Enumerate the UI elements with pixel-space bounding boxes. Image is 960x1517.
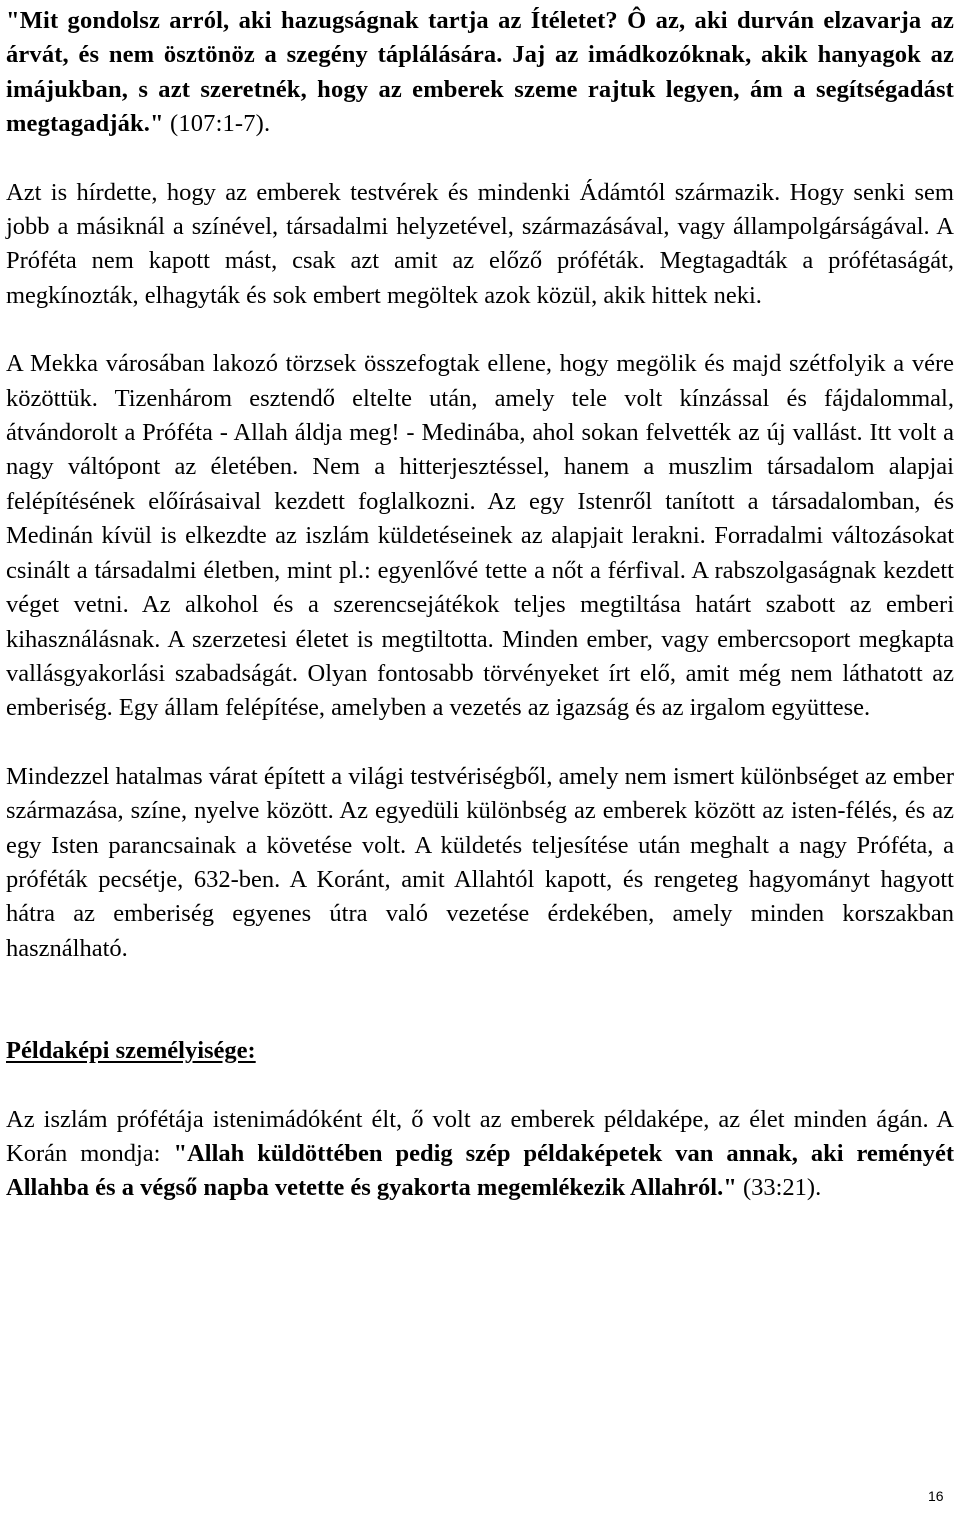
role-model-reference: (33:21). — [736, 1174, 822, 1202]
section-heading: Példaképi személyisége: — [6, 1037, 256, 1065]
quote-paragraph — [6, 4, 954, 142]
paragraph-medina: A Mekka városában lakozó törzsek összefogtak ellene, hogy megölik és majd szétfolyik a vére közöttük. Tizenhárom esztendő eltelte után, amely tele volt kínzással és fájdalommal, átvándorolt a Próféta - Allah áldja meg! - Medinába, ahol sokan felvették az új vallást. Itt volt a nagy váltópont az életében. Nem a hitterjesztéssel, hanem a muszlim társadalom alapjai felépítésének előírásaival kezdett foglalkozni. Az egy Istenről tanított a társadalomban, és Medinán kívül is elkezdte az iszlám küldetéseinek az alapjait lerakni. Forradalmi változásokat csinált a társadalmi életben, mint pl.: egyenlővé tette a nőt a férfival. A rabszolgaságnak kezdett véget vetni. Az alkohol és a szerencsejátékok teljes megtiltása határt szabott az emberi kihasználásnak. A szerzetesi életet is megtiltotta. Minden ember, vagy embercsoport megkapta vallásgyakorlási szabadságát. Olyan fontosabb törvényeket írt elő, amit még nem láthatott az emberiség. Egy állam felépítése, amelyben a vezetés az igazság és az irgalom együttese. — [6, 350, 954, 722]
role-model-quote-bold: "Allah küldöttében pedig szép példaképetek van annak, aki reményét Allahba és a végső napba vetette és gyakorta megemlékezik Allahról." — [6, 1139, 954, 1202]
role-model-intro: Az iszlám prófétája istenimádóként élt, ő volt az emberek példaképe, az élet minden ágán. A Korán mondja: — [6, 1105, 954, 1167]
paragraph-legacy: Mindezzel hatalmas várat épített a világi testvériségből, amely nem ismert különbséget az ember származása, színe, nyelve között. Az egyedüli különbség az emberek között az isten-félés, és az egy Isten parancsainak a követése volt. A küldetés teljesítése után meghalt a nagy Próféta, a próféták pecsétje, 632-ben. A Koránt, amit Allahtól kapott, és rengeteg hagyományt hagyott hátra az emberiség egyenes útra való vezetése érdekében, amely minden korszakban használható. — [6, 762, 954, 962]
page-number: 16 — [928, 1488, 944, 1504]
quran-reference: (107:1-7). — [163, 110, 271, 138]
quran-quote-bold: "Mit gondolsz arról, aki hazugságnak tartja az Ítéletet? Ô az, aki durván elzavarja az árvát, és nem ösztönöz a szegény táplálására. Jaj az imádkozóknak, akik hanyagok az imájukban, s azt szeretnék, hogy az emberek szeme rajtuk legyen, ám a segítségadást megtagadják." — [6, 7, 954, 138]
paragraph-role-model — [6, 1103, 954, 1206]
paragraph-brotherhood: Azt is hírdette, hogy az emberek testvérek és mindenki Ádámtól származik. Hogy senki sem jobb a másiknál a színével, társadalmi helyzetével, származásával, vagy állampolgárságával. A Próféta nem kapott mást, csak azt amit az előző próféták. Megtagadták a prófétaságát, megkínozták, elhagyták és sok embert megöltek azok közül, akik hittek neki. — [6, 178, 954, 309]
document-page — [6, 4, 954, 1206]
